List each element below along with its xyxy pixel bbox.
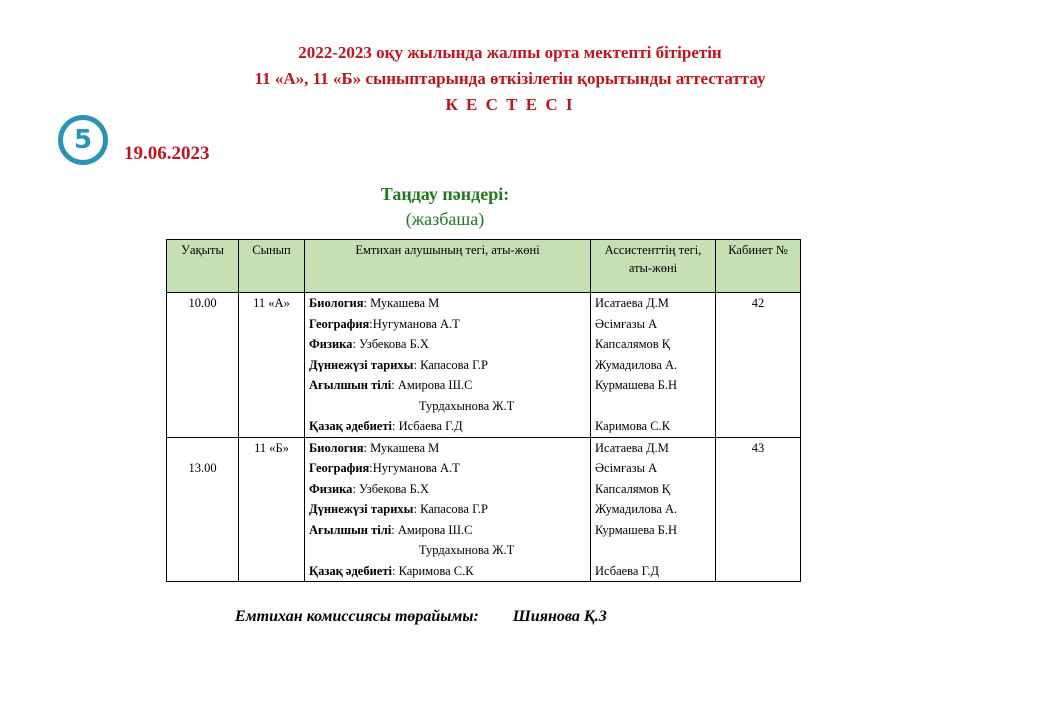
list-item: Биология: Мукашева М bbox=[309, 296, 440, 310]
list-item: Ағылшын тілі: Амирова Ш.С bbox=[309, 522, 473, 537]
list-item: Қазақ әдебиеті: Исбаева Г.Д bbox=[309, 419, 463, 433]
list-item: Капсалямов Қ bbox=[595, 337, 671, 351]
list-item: География:Нугуманова А.Т bbox=[309, 461, 460, 475]
document-title bbox=[0, 40, 1020, 118]
commission-chair-name: Шиянова Қ.З bbox=[512, 608, 607, 625]
block-time: 13.00 bbox=[167, 437, 239, 582]
spacer bbox=[595, 396, 711, 417]
assistant-list bbox=[591, 437, 716, 582]
block-time: 10.00 bbox=[167, 293, 239, 438]
subject-heading-main: Таңдау пәндері: bbox=[380, 184, 510, 204]
schedule-table bbox=[166, 239, 801, 582]
list-item: Әсімғазы А bbox=[595, 316, 658, 331]
table-row bbox=[167, 293, 801, 438]
block-class: 11 «А» bbox=[239, 293, 305, 438]
number-badge-icon: 5 bbox=[58, 115, 108, 165]
examinee-list bbox=[305, 437, 591, 582]
list-item: Курмашева Б.Н bbox=[595, 378, 677, 392]
list-item: География:Нугуманова А.Т bbox=[309, 316, 460, 331]
list-item: Каримова С.К bbox=[595, 419, 671, 433]
subject-heading-sub: (жазбаша) bbox=[405, 209, 485, 229]
exam-date: 19.06.2023 bbox=[124, 143, 210, 164]
title-line-1: 2022-2023 оқу жылында жалпы орта мектепті бітіретін bbox=[298, 43, 722, 62]
header-examinee: Емтихан алушының тегі, аты-жөні bbox=[305, 240, 591, 293]
list-item: Исатаева Д.М bbox=[595, 440, 669, 455]
title-line-3: К Е С Т Е С І bbox=[445, 95, 575, 114]
subject-heading bbox=[300, 182, 590, 232]
list-item: Қазақ әдебиеті: Каримова С.К bbox=[309, 563, 474, 578]
list-item: Курмашева Б.Н bbox=[595, 522, 677, 537]
list-item: Турдахынова Ж.Т bbox=[419, 398, 515, 413]
header-room: Кабинет № bbox=[716, 240, 801, 293]
list-item: Жумадилова А. bbox=[595, 502, 678, 516]
header-time: Уақыты bbox=[167, 240, 239, 293]
list-item: Дүниежүзі тарихы: Капасова Г.Р bbox=[309, 357, 488, 372]
list-item: Физика: Узбекова Б.Х bbox=[309, 481, 429, 496]
block-class: 11 «Б» bbox=[239, 437, 305, 582]
list-item: Дүниежүзі тарихы: Капасова Г.Р bbox=[309, 502, 488, 516]
spacer bbox=[595, 540, 711, 561]
list-item: Исбаева Г.Д bbox=[595, 563, 660, 578]
block-room: 42 bbox=[716, 293, 801, 438]
table-row bbox=[167, 437, 801, 582]
table-header-row bbox=[167, 240, 801, 293]
commission-signature bbox=[235, 608, 607, 626]
list-item: Ағылшын тілі: Амирова Ш.С bbox=[309, 378, 473, 392]
header-class: Сынып bbox=[239, 240, 305, 293]
list-item: Исатаева Д.М bbox=[595, 296, 669, 310]
assistant-list bbox=[591, 293, 716, 438]
list-item: Әсімғазы А bbox=[595, 461, 658, 475]
title-line-2: 11 «А», 11 «Б» сыныптарында өткізілетін қорытынды аттестаттау bbox=[254, 69, 766, 88]
list-item: Турдахынова Ж.Т bbox=[419, 543, 515, 557]
header-assistant: Ассистенттің тегі, аты-жөні bbox=[591, 240, 716, 293]
commission-label: Емтихан комиссиясы төрайымы: bbox=[235, 608, 479, 625]
list-item: Жумадилова А. bbox=[595, 357, 678, 372]
list-item: Капсалямов Қ bbox=[595, 481, 671, 496]
list-item: Биология: Мукашева М bbox=[309, 440, 440, 455]
block-room: 43 bbox=[716, 437, 801, 582]
examinee-list bbox=[305, 293, 591, 438]
list-item: Физика: Узбекова Б.Х bbox=[309, 337, 429, 351]
